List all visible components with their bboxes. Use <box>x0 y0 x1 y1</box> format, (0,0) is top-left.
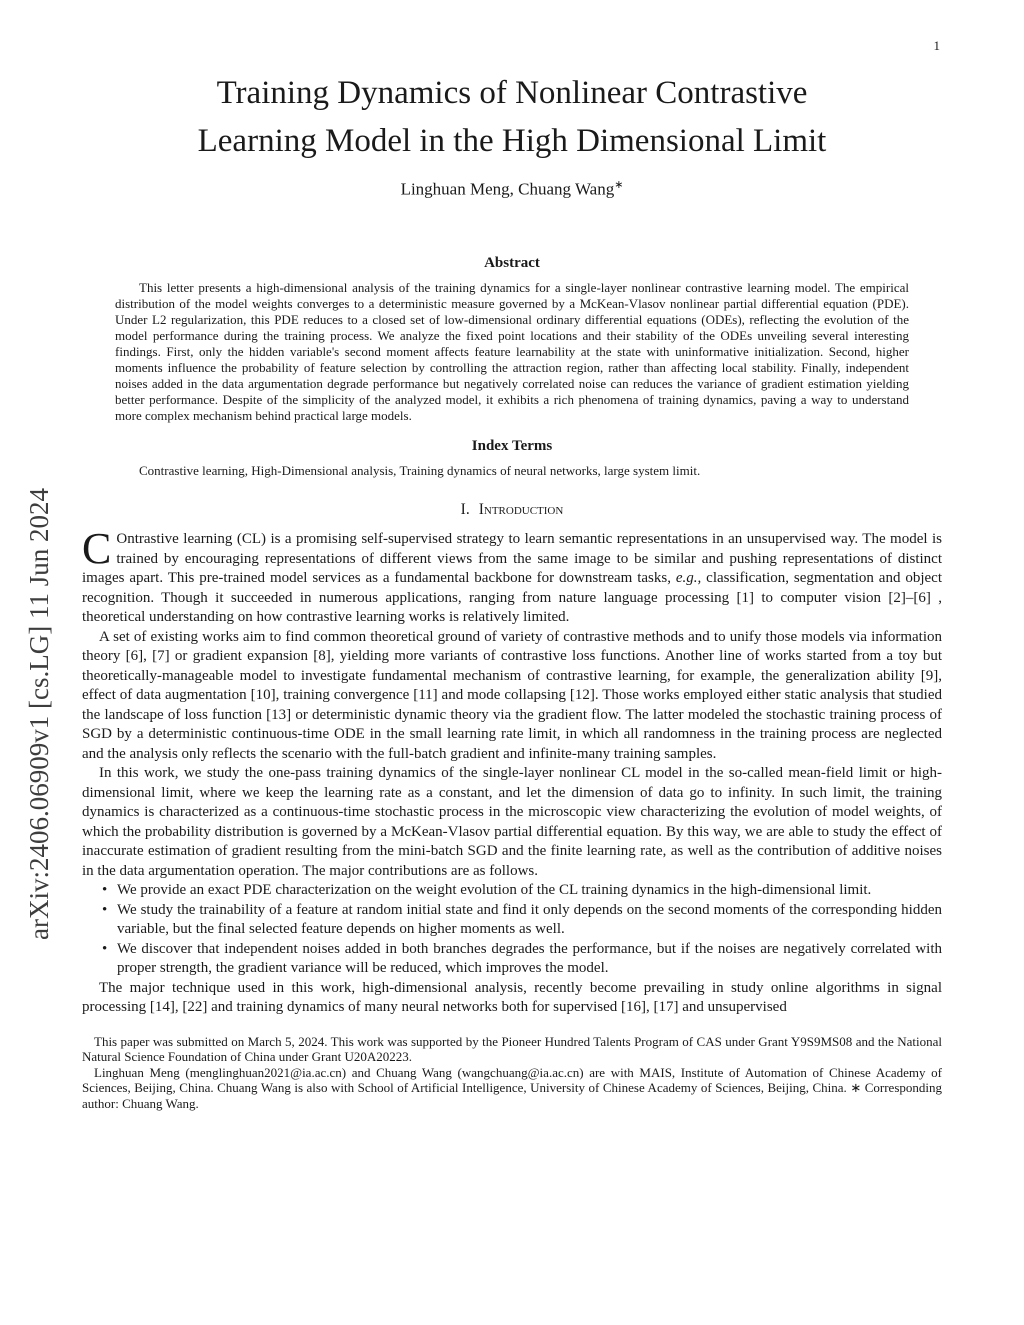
dropcap: C <box>82 524 112 574</box>
paper-title-line1: Training Dynamics of Nonlinear Contrastive <box>216 75 808 111</box>
paragraph-text: Ontrastive learning (CL) is a promising self-supervised strategy to learn semantic representations in an unsupervised way. The model is trained by encouraging representations of different views from the same image to be similar and pushing representations of distinct images apart. This pre-trained model services as a fundamental backbone for downstream tasks, <box>82 531 942 587</box>
index-terms-text: Contrastive learning, High-Dimensional analysis, Training dynamics of neural networks, large system limit. <box>139 463 701 479</box>
intro-paragraph-1 <box>82 524 942 628</box>
contribution-item: • We discover that independent noises added in both branches degrades the performance, but if the noises are negatively correlated with proper strength, the gradient variance will be reduced, which improves the model. <box>102 940 942 979</box>
introduction-heading <box>82 501 942 519</box>
author-line <box>82 178 942 200</box>
abstract-heading: Abstract <box>484 255 540 272</box>
section-number: I. <box>460 501 470 519</box>
paragraph-text: classification, segmentation and object recognition. Though it succeeded in numerous applications, ranging from nature language processing [1] to computer vision [2]–[6] , theoretical understanding on how contrastive learning works is relatively limited. <box>82 570 942 626</box>
abstract-section <box>115 255 909 424</box>
italic-abbreviation: e.g., <box>675 570 702 587</box>
introduction-body <box>82 524 942 1018</box>
arxiv-watermark: arXiv:2406.06909v1 [cs.LG] 11 Jun 2024 <box>24 488 54 940</box>
section-title: Introduction <box>478 501 564 519</box>
contribution-item: • We study the trainability of a feature at random initial state and find it only depends on the second moments of the corresponding hidden variable, but the final selected feature depends on higher moments as well. <box>102 901 942 940</box>
page-number: 1 <box>933 38 940 53</box>
intro-paragraph-4: The major technique used in this work, high-dimensional analysis, recently become prevailing in study online algorithms in signal processing [14], [22] and training dynamics of many neural networks both for supervised [16], [17] and unsupervised <box>82 979 942 1016</box>
intro-paragraph-2: A set of existing works aim to find common theoretical ground of variety of contrastive methods and to unify those models via information theory [6], [7] or gradient expansion [8], yielding more variants of contrastive loss functions. Another line of works started from a toy but theoretically-manageable model to investigate fundamental mechanism of contrastive learning, for example, the generalization ability [9], effect of data augmentation [10], training convergence [11] and mode collapsing [12]. Those works employed either static analysis that studied the landscape of loss function [13] or deterministic dynamic theory via the gradient flow. The latter modeled the stochastic training process of SGD by a deterministic continuous-time ODE in the small learning rate limit, in which all randomness in the training process are neglected and the analysis only reflects the scenario with the full-batch gradient and infinite-many training samples. <box>82 628 942 762</box>
corresponding-author-mark: ∗ <box>614 178 624 191</box>
affiliation-footnote: Linghuan Meng (menglinghuan2021@ia.ac.cn) and Chuang Wang (wangchuang@ia.ac.cn) are with MAIS, Institute of Automation of Chinese Academy of Sciences, Beijing, China. Chuang Wang is also with School of Artificial Intelligence, University of Chinese Academy of Sciences, Beijing, China. ∗ Corresponding author: Chuang Wang. <box>82 1064 942 1111</box>
paper-title-line2: Learning Model in the High Dimensional Limit <box>197 122 827 159</box>
author-names: Linghuan Meng, Chuang Wang <box>400 179 615 199</box>
paper-title <box>82 70 942 166</box>
abstract-text: This letter presents a high-dimensional analysis of the training dynamics for a single-layer nonlinear contrastive learning model. The empirical distribution of the model weights converges to a deterministic measure governed by a McKean-Vlasov nonlinear partial differential equation (PDE). Under L2 regularization, this PDE reduces to a closed set of low-dimensional ordinary differential equations (ODEs), reflecting the evolution of the model performance during the training process. We analyze the fixed point locations and their stability of the ODEs unveiling several interesting findings. First, only the hidden variable's second moment affects feature learnability at the state with uninformative initialization. Second, higher moments influence the probability of feature selection by controlling the attraction region, rather than affecting local stability. Finally, independent noises added in the data argumentation degrade performance but negatively correlated noise can reduces the variance of gradient estimation yielding better performance. Despite of the simplicity of the analyzed model, it exhibits a rich phenomena of training dynamics, paving a way to understand more complex mechanism behind practical large models. <box>115 280 909 424</box>
funding-footnote: This paper was submitted on March 5, 2024. This work was supported by the Pioneer Hundred Talents Program of CAS under Grant Y9S9MS08 and the National Natural Science Foundation of China under Grant U20A20223. <box>82 1033 942 1065</box>
paper-content <box>82 0 942 1111</box>
index-terms-heading: Index Terms <box>471 438 553 455</box>
contribution-item: • We provide an exact PDE characterization on the weight evolution of the CL training dynamics in the high-dimensional limit. <box>102 881 942 901</box>
contribution-list <box>82 881 942 979</box>
index-terms-section <box>115 438 909 479</box>
first-page-footnotes <box>82 1034 942 1112</box>
intro-paragraph-3: In this work, we study the one-pass training dynamics of the single-layer nonlinear CL model in the so-called mean-field limit or high-dimensional limit, where we keep the learning rate as a constant, and let the dimension of data go to infinity. In such limit, the training dynamics is characterized as a continuous-time stochastic process in the microscopic view characterizing the evolution of model weights, of which the probability distribution is governed by a McKean-Vlasov partial differential equation. By this way, we are able to study the effect of inaccurate estimation of gradient resulting from the mini-batch SGD and the finite learning rate, as well as the contribution of additive noises in the data argumentation operation. The major contributions are as follows. <box>82 765 942 879</box>
